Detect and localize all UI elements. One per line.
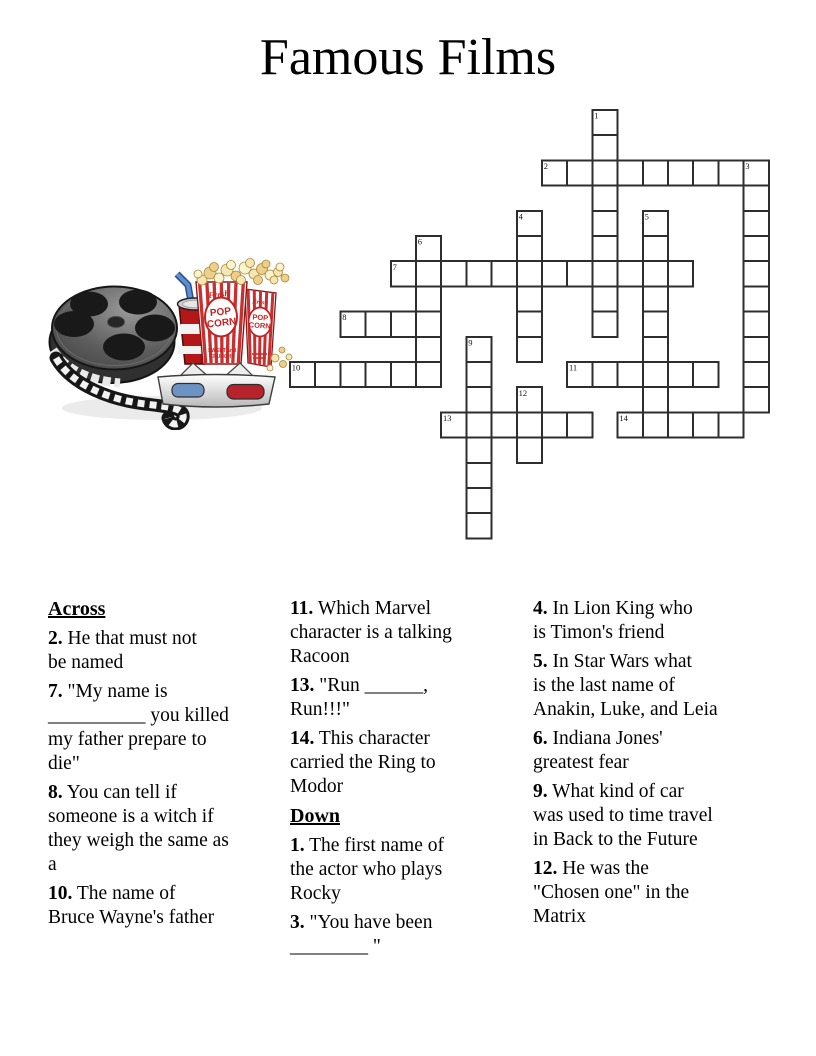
clue-line: 10. The name of <box>48 883 176 904</box>
grid-cell-number: 2 <box>543 161 549 171</box>
clue-number: 9. <box>533 781 548 802</box>
grid-cell <box>416 286 441 311</box>
clue-line: my father prepare to <box>48 729 207 750</box>
clue-line: 4. In Lion King who <box>533 598 693 619</box>
grid-cell-number: 8 <box>342 312 347 323</box>
grid-cell-number: 13 <box>443 413 452 423</box>
grid-cell <box>718 160 743 185</box>
clue-line: 7. "My name is <box>48 681 168 702</box>
grid-cell <box>416 337 441 362</box>
grid-cell <box>668 412 693 437</box>
grid-cell <box>592 135 617 160</box>
clue-3-down <box>290 911 452 959</box>
grid-cell <box>542 412 567 437</box>
across-heading: Across <box>48 598 106 620</box>
clue-number: 5. <box>533 651 548 672</box>
grid-cell <box>466 513 491 538</box>
grid-cell <box>718 412 743 437</box>
grid-cell <box>643 387 668 412</box>
grid-cell <box>567 261 592 286</box>
clue-number: 7. <box>48 681 63 702</box>
grid-cell <box>643 236 668 261</box>
grid-cell <box>366 312 391 337</box>
corn-label-back: CORN <box>248 320 272 331</box>
movie-clipart <box>42 258 294 430</box>
pop-label-back: POP <box>252 312 269 323</box>
popcorn-box-front-icon <box>196 282 247 364</box>
clue-number: 6. <box>533 728 548 749</box>
corn-label-front: CORN <box>206 316 237 331</box>
clue-number: 12. <box>533 858 558 879</box>
page-title: Famous Films <box>259 29 557 86</box>
clue-number: 11. <box>290 598 314 619</box>
grid-cell <box>668 261 693 286</box>
grid-cell <box>466 488 491 513</box>
grid-cell <box>744 236 769 261</box>
grid-cell <box>744 337 769 362</box>
grid-cell <box>517 312 542 337</box>
pop-label-front: POP <box>209 305 232 320</box>
clue-line: they weigh the same as <box>48 830 229 851</box>
clue-line: was used to time travel <box>533 805 713 826</box>
grid-cell <box>643 362 668 387</box>
clue-line: __________ you killed <box>48 705 229 726</box>
grid-cell-number: 12 <box>518 387 528 398</box>
clue-1-down <box>290 834 452 906</box>
grid-cell <box>592 186 617 211</box>
grid-cell-number: 6 <box>417 236 423 247</box>
grid-cell <box>643 412 668 437</box>
clue-2-across <box>48 627 229 675</box>
grid-cell <box>517 337 542 362</box>
clue-8-across <box>48 781 229 877</box>
clue-7-across <box>48 680 229 776</box>
grid-cell <box>744 186 769 211</box>
sweet-label: SWEET and <box>207 348 237 354</box>
clue-number: 2. <box>48 628 63 649</box>
grid-cell <box>391 362 416 387</box>
grid-cell <box>340 362 365 387</box>
grid-cell <box>416 312 441 337</box>
grid-cell <box>693 362 718 387</box>
grid-cell-number: 5 <box>644 211 649 222</box>
clue-line: 13. "Run ______, <box>290 675 428 696</box>
grid-cell <box>416 261 441 286</box>
clue-line: "Chosen one" in the <box>533 882 690 903</box>
grid-cell-number: 11 <box>569 362 578 373</box>
grid-cell-number: 1 <box>594 110 599 121</box>
clue-line: die" <box>48 753 80 774</box>
grid-cell <box>592 286 617 311</box>
grid-cell <box>517 236 542 261</box>
down-heading: Down <box>290 805 341 827</box>
clue-line: carried the Ring to <box>290 752 436 773</box>
clue-line: 5. In Star Wars what <box>533 651 692 672</box>
clue-line: 14. This character <box>290 728 430 749</box>
clue-12-down <box>533 857 718 929</box>
fresh-label-back: Fresh <box>251 298 269 307</box>
popcorn-box-back-icon <box>245 289 276 367</box>
clue-number: 10. <box>48 883 73 904</box>
clue-line: Matrix <box>533 906 587 927</box>
grid-cell <box>517 412 542 437</box>
clue-line: 1. The first name of <box>290 835 444 856</box>
grid-cell <box>542 261 567 286</box>
clue-line: 12. He was the <box>533 858 649 879</box>
grid-cell <box>592 261 617 286</box>
clue-line: is the last name of <box>533 675 675 696</box>
grid-cell <box>416 362 441 387</box>
grid-cell <box>366 362 391 387</box>
grid-cell <box>567 412 592 437</box>
clue-number: 4. <box>533 598 548 619</box>
grid-cell <box>618 362 643 387</box>
clue-line: Modor <box>290 776 344 797</box>
clue-line: Anakin, Luke, and Leia <box>533 699 718 720</box>
grid-cell <box>517 438 542 463</box>
grid-cell <box>517 261 542 286</box>
grid-cell <box>492 261 517 286</box>
grid-cell <box>643 337 668 362</box>
clue-column-1 <box>48 597 229 935</box>
clues-section <box>0 597 816 997</box>
clue-line: Rocky <box>290 883 341 904</box>
clue-line: Run!!!" <box>290 699 350 720</box>
grid-cell <box>693 160 718 185</box>
clue-line: the actor who plays <box>290 859 443 880</box>
lens-red <box>227 385 264 400</box>
grid-cell-number: 10 <box>291 362 301 373</box>
clue-line: a <box>48 854 57 875</box>
clue-line: Bruce Wayne's father <box>48 907 215 928</box>
clue-number: 8. <box>48 782 63 803</box>
grid-cell <box>668 160 693 185</box>
grid-cell-number: 7 <box>392 261 397 272</box>
grid-cell <box>618 160 643 185</box>
grid-cell <box>693 412 718 437</box>
grid-cell <box>466 412 491 437</box>
grid-cell <box>517 286 542 311</box>
grid-cell-number: 9 <box>468 337 473 348</box>
grid-cell <box>441 261 466 286</box>
grid-cell <box>492 412 517 437</box>
grid-cell <box>744 312 769 337</box>
clue-10-across <box>48 882 229 930</box>
clue-line: someone is a witch if <box>48 806 214 827</box>
grid-cell <box>618 261 643 286</box>
fresh-label-front: Fresh <box>207 287 230 301</box>
clue-column-3 <box>533 597 718 934</box>
grid-cell <box>744 387 769 412</box>
grid-cell-number: 3 <box>745 161 750 171</box>
clue-number: 3. <box>290 912 305 933</box>
grid-cell <box>391 312 416 337</box>
clue-line: 3. "You have been <box>290 912 433 933</box>
clue-line: 9. What kind of car <box>533 781 684 802</box>
clue-line: 11. Which Marvel <box>290 598 431 619</box>
grid-cell <box>643 160 668 185</box>
grid-cell-number: 4 <box>518 211 523 222</box>
grid-cell <box>744 261 769 286</box>
clue-line: 8. You can tell if <box>48 782 177 803</box>
clue-4-down <box>533 597 718 645</box>
clue-5-down <box>533 650 718 722</box>
3d-glasses-icon <box>158 363 275 407</box>
grid-cell <box>668 362 693 387</box>
grid-cell <box>592 236 617 261</box>
clue-column-2 <box>290 597 452 964</box>
clue-number: 14. <box>290 728 315 749</box>
grid-cell <box>744 362 769 387</box>
clue-line: 2. He that must not <box>48 628 197 649</box>
crunchy-label: CRUNCHY <box>209 354 235 360</box>
clue-9-down <box>533 780 718 852</box>
clue-line: be named <box>48 652 124 673</box>
grid-cell <box>643 261 668 286</box>
clue-line: Racoon <box>290 646 350 667</box>
clue-14-across <box>290 727 452 799</box>
grid-cell <box>592 211 617 236</box>
clue-line: greatest fear <box>533 752 629 773</box>
clue-line: character is a talking <box>290 622 452 643</box>
clue-6-down <box>533 727 718 775</box>
grid-cell <box>592 160 617 185</box>
grid-cell <box>466 463 491 488</box>
grid-cell <box>315 362 340 387</box>
lens-blue <box>172 384 204 398</box>
grid-cell <box>643 312 668 337</box>
grid-cell <box>592 362 617 387</box>
clue-line: in Back to the Future <box>533 829 698 850</box>
clue-number: 13. <box>290 675 315 696</box>
grid-cell <box>592 312 617 337</box>
grid-cell <box>466 362 491 387</box>
clue-line: ________ " <box>290 936 381 957</box>
grid-cell <box>466 261 491 286</box>
clue-line: is Timon's friend <box>533 622 665 643</box>
clue-13-across <box>290 674 452 722</box>
grid-cell <box>643 286 668 311</box>
clue-number: 1. <box>290 835 305 856</box>
clue-line: 6. Indiana Jones' <box>533 728 663 749</box>
clue-11-across <box>290 597 452 669</box>
grid-cell <box>744 286 769 311</box>
grid-cell <box>466 438 491 463</box>
grid-cell <box>744 211 769 236</box>
crossword-grid <box>289 109 771 541</box>
grid-cell <box>567 160 592 185</box>
grid-cell-number: 14 <box>619 413 628 423</box>
grid-cell <box>466 387 491 412</box>
